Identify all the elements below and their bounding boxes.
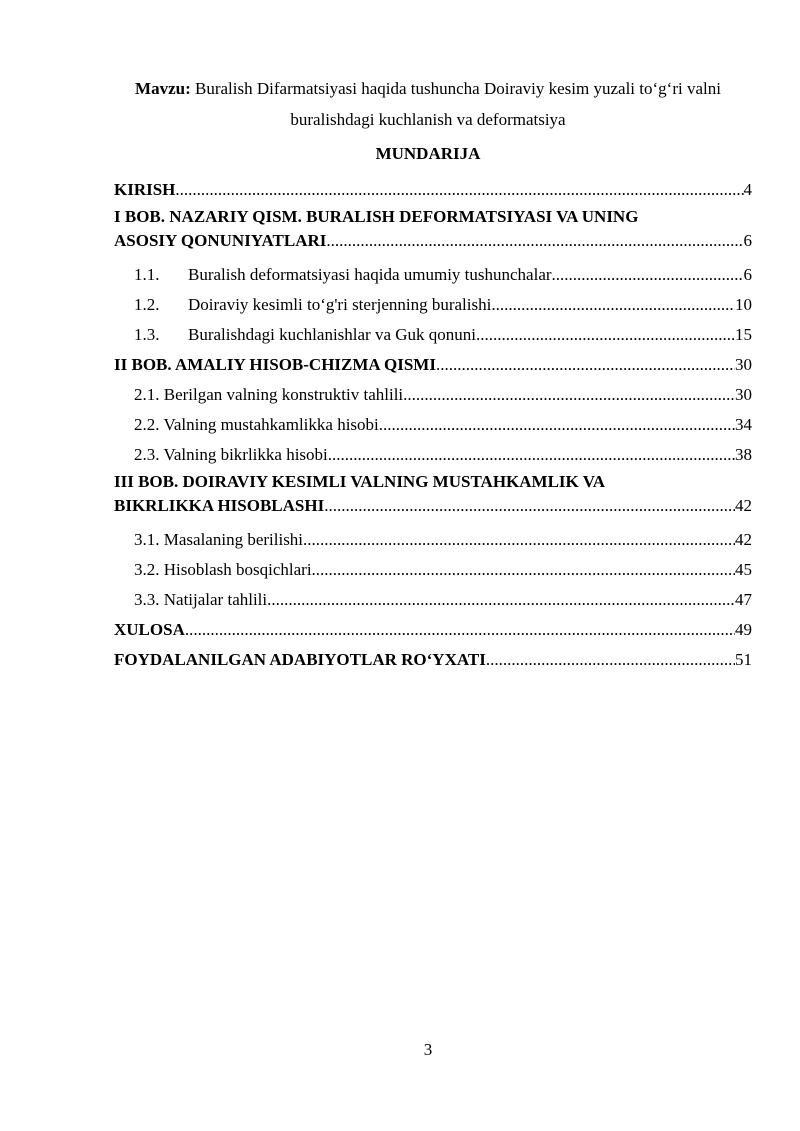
toc-entry-text: 2.1. Berilgan valning konstruktiv tahlili [134, 385, 404, 404]
dot-leader [312, 557, 735, 582]
toc-page-number: 6 [743, 231, 752, 250]
toc-title: MUNDARIJA [375, 144, 481, 163]
toc-entry-text: FOYDALANILGAN ADABIYOTLAR RO‘YXATI [114, 650, 486, 669]
dot-leader [379, 412, 735, 437]
toc-entry-text: Buralishdagi kuchlanishlar va Guk qonuni [188, 325, 477, 344]
toc-entry-text-line2: BIKRLIKKA HISOBLASHI [114, 496, 325, 515]
toc-entry-kirish[interactable] [114, 172, 752, 202]
toc-entry-text: KIRISH [114, 180, 176, 199]
dot-leader [185, 617, 735, 642]
toc-entry-xulosa[interactable] [114, 612, 752, 642]
toc-entry-1-3[interactable] [114, 317, 752, 347]
topic-label: Mavzu: [135, 79, 191, 98]
dot-leader [324, 494, 735, 518]
toc-entry-text: 3.2. Hisoblash bosqichlari [134, 560, 312, 579]
toc-entry-text-line1: I BOB. NAZARIY QISM. BURALISH DEFORMATSIYASI VA UNING [114, 207, 639, 226]
toc-section-number: 1.2. [134, 295, 160, 314]
toc-page-number: 4 [743, 180, 752, 199]
dot-leader [303, 527, 735, 552]
toc-entry-text: Doiraviy kesimli to‘g'ri sterjenning buralishi [188, 295, 492, 314]
toc-entry-chapter-2[interactable] [114, 347, 752, 377]
toc-page-number: 49 [735, 620, 752, 639]
page-number: 3 [423, 1040, 433, 1059]
topic-text: Buralish Difarmatsiyasi haqida tushuncha Doiraviy kesim yuzali to‘g‘ri valni buralishdagi kuchlanish va deformatsiya [195, 79, 721, 129]
toc-entry-chapter-3[interactable] [114, 470, 752, 518]
toc-entry-3-3[interactable] [114, 582, 752, 612]
toc-page-number: 38 [735, 445, 752, 464]
toc-entry-text-line1: III BOB. DOIRAVIY KESIMLI VALNING MUSTAHKAMLIK VA [114, 472, 606, 491]
toc-entry-2-1[interactable] [114, 377, 752, 407]
toc-entry-1-2[interactable] [114, 287, 752, 317]
toc-page-number: 10 [735, 295, 752, 314]
toc-entry-text: II BOB. AMALIY HISOB-CHIZMA QISMI [114, 355, 436, 374]
toc-entry-adabiyotlar[interactable] [114, 642, 752, 672]
toc-page-number: 42 [735, 496, 752, 515]
toc-page-number: 45 [735, 560, 752, 579]
toc-entry-2-3[interactable] [114, 437, 752, 467]
topic-paragraph [100, 73, 756, 135]
dot-leader [476, 322, 735, 347]
dot-leader [267, 587, 735, 612]
table-of-contents [114, 172, 752, 672]
toc-section-number: 1.1. [134, 265, 160, 284]
toc-entry-chapter-1[interactable] [114, 205, 752, 253]
toc-page-number: 15 [735, 325, 752, 344]
dot-leader [436, 352, 735, 377]
toc-page-number: 6 [743, 265, 752, 284]
toc-entry-text: 2.2. Valning mustahkamlikka hisobi [134, 415, 379, 434]
toc-page-number: 30 [735, 385, 752, 404]
dot-leader [175, 177, 743, 202]
dot-leader [403, 382, 735, 407]
toc-page-number: 30 [735, 355, 752, 374]
toc-entry-text-line2: ASOSIY QONUNIYATLARI [114, 231, 327, 250]
toc-entry-text: 3.1. Masalaning berilishi [134, 530, 304, 549]
toc-page-number: 34 [735, 415, 752, 434]
dot-leader [486, 647, 735, 672]
toc-page-number: 42 [735, 530, 752, 549]
dot-leader [328, 442, 735, 467]
dot-leader [491, 292, 735, 317]
toc-entry-3-1[interactable] [114, 522, 752, 552]
toc-entry-text: Buralish deformatsiyasi haqida umumiy tushunchalar [188, 265, 552, 284]
toc-entry-text: XULOSA [114, 620, 185, 639]
toc-entry-text: 2.3. Valning bikrlikka hisobi [134, 445, 328, 464]
toc-page-number: 47 [735, 590, 752, 609]
toc-section-number: 1.3. [134, 325, 160, 344]
dot-leader [552, 262, 744, 287]
toc-entry-3-2[interactable] [114, 552, 752, 582]
dot-leader [326, 229, 743, 253]
toc-entry-text: 3.3. Natijalar tahlili [134, 590, 268, 609]
toc-entry-1-1[interactable] [114, 257, 752, 287]
toc-entry-2-2[interactable] [114, 407, 752, 437]
toc-page-number: 51 [735, 650, 752, 669]
